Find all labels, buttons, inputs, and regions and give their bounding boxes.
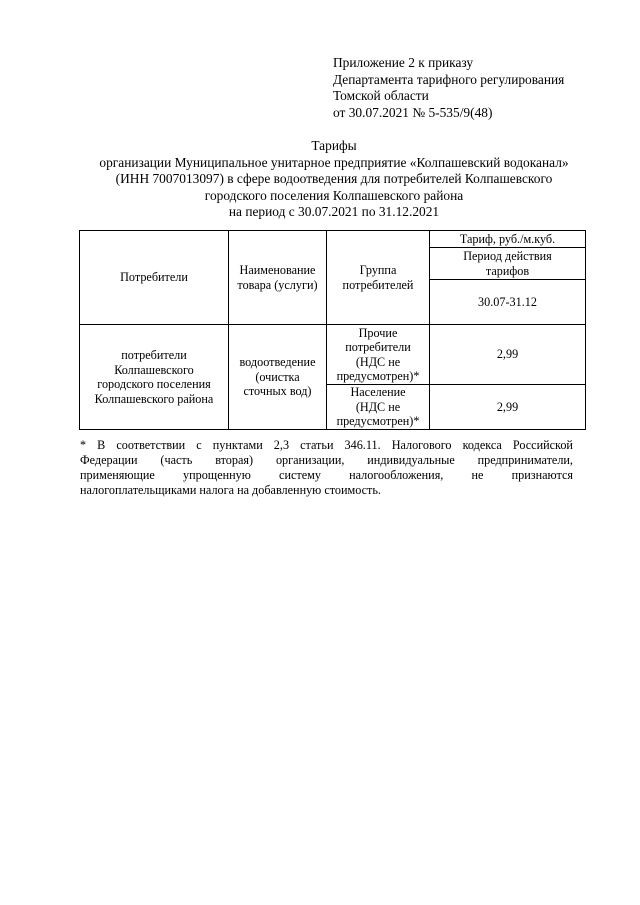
title-line: организации Муниципальное унитарное предприятие «Колпашевский водоканал» (99, 154, 569, 170)
header-product (229, 231, 327, 325)
footnote-word: с (196, 438, 202, 452)
document-title (60, 138, 608, 221)
footnote-word: статьи (300, 438, 334, 452)
footnote-line: налогоплательщиками налога на добавленную стоимость. (80, 483, 381, 497)
title-line: на период с 30.07.2021 по 31.12.2021 (228, 204, 440, 219)
footnote-word: В (97, 438, 106, 452)
header-consumers: Потребители (80, 231, 229, 325)
appendix-line: Приложение 2 к приказу (333, 55, 474, 70)
group-line: Прочие (358, 325, 398, 340)
title-line: Тарифы (311, 138, 357, 153)
footnote-word: предприниматели, (477, 453, 573, 467)
footnote-word: Российской (512, 438, 573, 452)
cell-tariff-other: 2,99 (430, 325, 586, 385)
cell-product (229, 325, 327, 430)
footnote-word: (часть (160, 453, 193, 467)
footnote-word: индивидуальные (367, 453, 455, 467)
consumer-line: Колпашевского района (94, 391, 214, 406)
footnote-line (80, 468, 573, 483)
header-product-line: Наименование (239, 263, 316, 277)
footnote-word: систему (279, 468, 321, 482)
footnote-word: Налогового (391, 438, 452, 452)
footnote-word: пунктами (212, 438, 263, 452)
footnote-word: упрощенную (183, 468, 251, 482)
group-line: (НДС не (355, 354, 401, 369)
cell-group-other (327, 325, 430, 385)
footnote-word: кодекса (462, 438, 502, 452)
cell-consumers (80, 325, 229, 430)
header-group-line: Группа (359, 263, 397, 277)
footnote-word: соответствии (116, 438, 186, 452)
footnote-word: признаются (511, 468, 573, 482)
consumer-line: Колпашевского (114, 362, 194, 377)
consumer-line: потребители (121, 348, 187, 362)
group-line: потребители (345, 340, 411, 354)
group-line: предусмотрен)* (336, 369, 420, 383)
appendix-line: Томской области (333, 88, 429, 103)
footnote-word: не (471, 468, 484, 482)
footnote-word: 2,3 (273, 438, 290, 452)
appendix-line: от 30.07.2021 № 5-535/9(48) (333, 104, 493, 120)
footnote-line (80, 438, 573, 453)
footnote-word: * (80, 438, 87, 452)
header-group-line: потребителей (342, 277, 414, 292)
appendix-line: Департамента тарифного регулирования (333, 71, 565, 87)
title-line: (ИНН 7007013097) в сфере водоотведения для потребителей Колпашевского (115, 171, 553, 186)
footnote-word: организации, (275, 453, 345, 467)
footnote-word: применяющие (80, 468, 155, 482)
footnote-word: налогообложения, (349, 468, 444, 482)
header-period (430, 248, 586, 280)
product-line: водоотведение (239, 355, 316, 370)
footnote-word: вторая) (215, 453, 254, 467)
footnote-word: Федерации (80, 453, 138, 467)
footnote-line (80, 453, 573, 468)
consumer-line: городского поселения (97, 377, 211, 391)
cell-group-population (327, 385, 430, 430)
header-product-line: товара (услуги) (237, 277, 318, 292)
cell-tariff-population: 2,99 (430, 385, 586, 430)
header-group (327, 231, 430, 325)
group-line: предусмотрен)* (336, 414, 420, 429)
product-line: сточных вод) (243, 384, 312, 399)
appendix-header (333, 55, 633, 121)
group-line: (НДС не (355, 399, 401, 414)
header-period-line: Период действия (463, 249, 552, 263)
group-line: Население (350, 385, 406, 400)
product-line: (очистка (255, 369, 300, 384)
header-period-line: тарифов (485, 263, 530, 278)
footnote-word: 346.11. (344, 438, 381, 452)
tariff-table (79, 230, 586, 430)
title-line: городского поселения Колпашевского района (204, 187, 464, 203)
header-period-value: 30.07-31.12 (430, 280, 586, 325)
header-tariff: Тариф, руб./м.куб. (430, 231, 586, 248)
footnote (80, 438, 573, 498)
